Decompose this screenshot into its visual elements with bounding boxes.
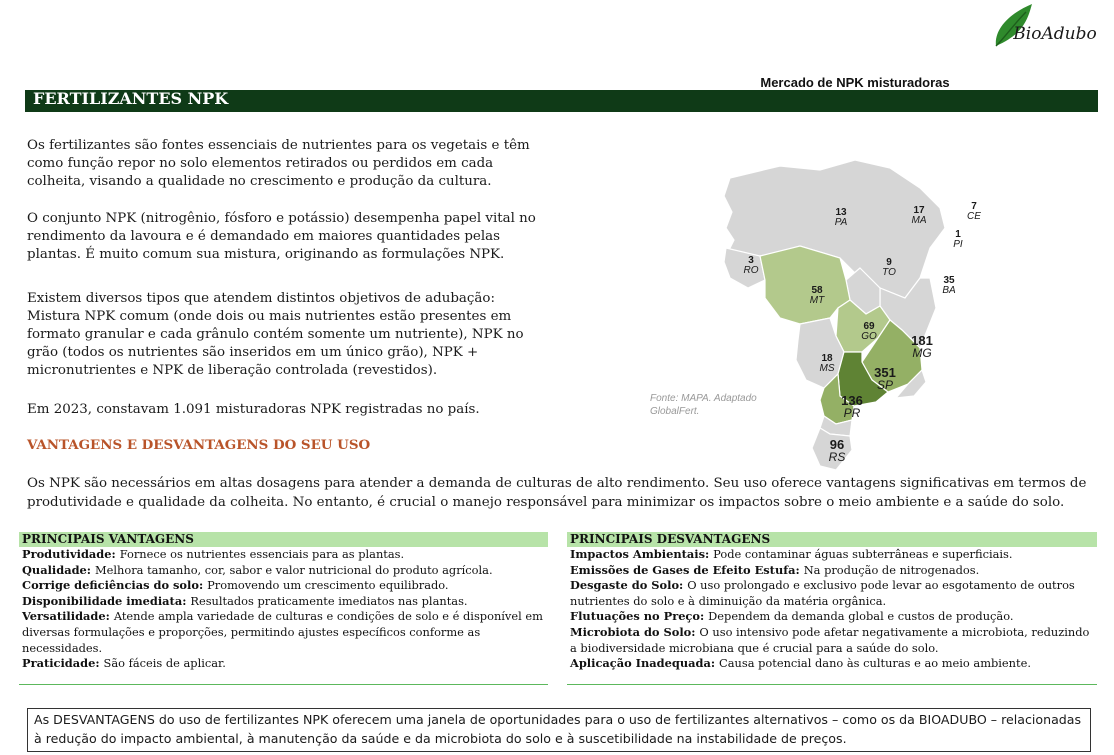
advantages-title: PRINCIPAIS VANTAGENS [19,532,548,547]
map-label-pa: 13 PA [834,207,848,228]
map-label-ce: 7 CE [967,201,981,222]
page-title: FERTILIZANTES NPK [33,89,229,108]
list-item: Praticidade: São fáceis de aplicar. [22,656,226,671]
map-label-mt: 58 MT [809,285,825,306]
list-item: Produtividade: Fornece os nutrientes essenciais para as plantas. [22,547,405,561]
list-item: Desgaste do Solo: O uso prolongado e exclusivo pode levar ao esgotamento de outros nutrientes do solo e à diminuição da matéria orgânica. [570,578,1075,608]
map-label-ma: 17 MA [911,205,927,226]
map-label-pr: 136 PR [841,393,863,420]
list-item: Impactos Ambientais: Pode contaminar águas subterrâneas e superficiais. [570,547,1013,561]
brazil-map [640,148,981,478]
list-item: Emissões de Gases de Efeito Estufa: Na produção de nitrogenados. [570,562,980,577]
section-intro: Os NPK são necessários em altas dosagens para atender a demanda de culturas de alto rendimento. Seu uso oferece vantagens significativas em termos de produtividade e qualidade da colheita. No entanto, é crucial o manejo responsável para minimizar os impactos sobre o meio ambiente e a saúde do solo. [27,476,1087,510]
map-label-sp: 351 SP [874,365,896,392]
brazil-map-shape [640,148,960,478]
paragraph-npk-role: O conjunto NPK (nitrogênio, fósforo e potássio) desempenha papel vital no rendimento da lavoura e é demandado em maiores quantidades pelas plantas. É muito comum sua mistura, originando as formulações NPK. [27,211,536,262]
map-label-pi: 1 PI [953,229,963,250]
list-item: Disponibilidade imediata: Resultados praticamente imediatos nas plantas. [22,593,468,608]
list-item: Qualidade: Melhora tamanho, cor, sabor e valor nutricional do produto agrícola. [22,562,493,577]
disadvantages-box [567,532,1097,685]
map-title: Mercado de NPK misturadoras [760,75,950,90]
disadvantages-title: PRINCIPAIS DESVANTAGENS [567,532,1097,547]
list-item: Microbiota do Solo: O uso intensivo pode afetar negativamente a microbiota, reduzindo a biodiversidade microbiana que é crucial para a saúde do solo. [570,624,1090,655]
paragraph-npk-types: Existem diversos tipos que atendem distintos objetivos de adubação: Mistura NPK comum (onde dois ou mais nutrientes estão presentes em formato granular e cada grânulo contém somente um nutriente), NPK no grão (todos os nutrientes são inseridos em um único grão), NPK + micronutrientes e NPK de liberação controlada (revestidos). [27,291,524,378]
map-state-mt [760,246,850,324]
logo-text: BioAdubo [1013,24,1097,44]
map-label-rs: 96 RS [828,437,846,464]
map-label-to: 9 TO [882,257,896,278]
map-label-ro: 3 RO [743,255,759,276]
map-label-ba: 35 BA [942,275,956,296]
map-label-go: 69 GO [861,321,877,342]
list-item: Flutuações no Preço: Dependem da demanda global e custos de produção. [570,609,1014,624]
list-item: Corrige deficiências do solo: Promovendo um crescimento equilibrado. [22,578,449,593]
disadvantages-list [567,547,1097,672]
footer-callout: As DESVANTAGENS do uso de fertilizantes NPK oferecem uma janela de oportunidades para o uso de fertilizantes alternativos – como os da BIOADUBO – relacionadas à redução do impacto ambiental, à manutenção da saúde e da microbiota do solo e à suscetibilidade na instabilidade de preços. [27,708,1091,752]
map-label-mg: 181 MG [911,333,933,360]
map-label-ms: 18 MS [819,353,835,374]
section-title: VANTAGENS E DESVANTAGENS DO SEU USO [27,437,371,453]
paragraph-registry-count: Em 2023, constavam 1.091 misturadoras NPK registradas no país. [27,402,480,417]
paragraph-definition: Os fertilizantes são fontes essenciais de nutrientes para os vegetais e têm como função repor no solo elementos retirados ou perdidos em cada colheita, visando a qualidade no crescimento e produção da cultura. [27,138,530,189]
advantages-list [19,547,548,672]
advantages-box [19,532,548,685]
list-item: Aplicação Inadequada: Causa potencial dano às culturas e ao meio ambiente. [570,656,1031,671]
map-source: Fonte: MAPA. Adaptado GlobalFert. [650,393,757,417]
list-item: Versatilidade: Atende ampla variedade de culturas e condições de solo e é disponível em diversas formulações e proporções, permitindo ajustes específicos conforme as necessidades. [22,609,543,655]
